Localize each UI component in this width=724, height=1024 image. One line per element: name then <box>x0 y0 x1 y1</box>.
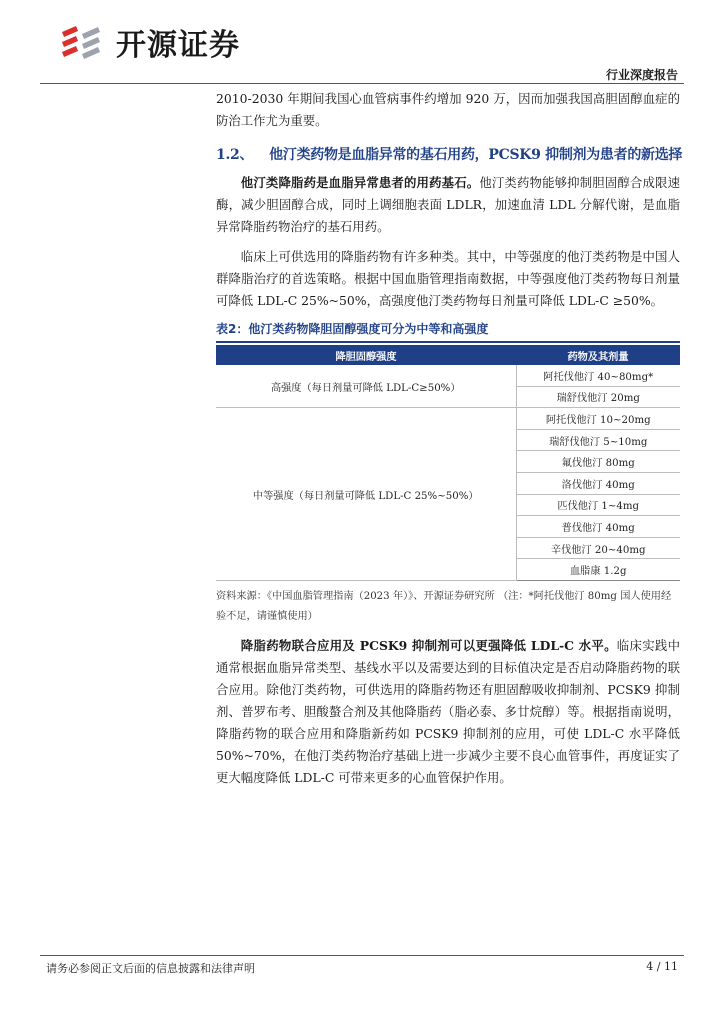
table-row <box>216 365 680 386</box>
logo-mark-icon <box>58 22 108 62</box>
table-header-intensity: 降胆固醇强度 <box>216 345 516 365</box>
intensity-cell-moderate: 中等强度（每日剂量可降低 LDL-C 25%~50%） <box>216 408 516 581</box>
paragraph-statin-foundation <box>216 172 680 238</box>
drug-cell: 阿托伐他汀 40~80mg* <box>516 365 680 386</box>
intensity-cell-high: 高强度（每日剂量可降低 LDL-C≥50%） <box>216 365 516 408</box>
drug-cell: 血脂康 1.2g <box>516 559 680 581</box>
table-source-note: 资料来源：《中国血脂管理指南（2023 年）》、开源证券研究所 （注：*阿托伐他汀 80mg 国人使用经验不足，请谨慎使用） <box>216 590 672 622</box>
logo-text: 开源证券 <box>116 28 240 63</box>
header-divider <box>40 83 684 84</box>
paragraph-lead-bold: 降脂药物联合应用及 PCSK9 抑制剂可以更强降低 LDL-C 水平。 <box>240 637 617 653</box>
table-header-drug: 药物及其剂量 <box>516 345 680 365</box>
paragraph-lead-bold: 他汀类降脂药是血脂异常患者的用药基石。 <box>240 175 480 190</box>
drug-cell: 洛伐他汀 40mg <box>516 472 680 494</box>
section-heading <box>216 144 683 164</box>
drug-cell: 匹伐他汀 1~4mg <box>516 494 680 516</box>
intro-paragraph: 2010-2030 年期间我国心血管病事件约增加 920 万，因而加强我国高胆固醇血症的防治工作尤为重要。 <box>216 91 680 128</box>
table-row <box>216 408 680 430</box>
paragraph-body: 他汀类药物能够抑制胆固醇合成限速酶，减少胆固醇合成，同时上调细胞表面 LDLR，加速血清 LDL 分解代谢，是血脂异常降脂药物治疗的基石用药。 <box>216 175 681 234</box>
paragraph-drug-options: 临床上可供选用的降脂药物有许多种类。其中，中等强度的他汀类药物是中国人群降脂治疗的首选策略。根据中国血脂管理指南数据，中等强度他汀类药物每日剂量可降低 LDL-C 25%~50%，高强度他汀类药物每日剂量可降低 LDL-C ≥50%。 <box>216 249 680 308</box>
drug-cell: 瑞舒伐他汀 5~10mg <box>516 429 680 451</box>
drug-cell: 氟伐他汀 80mg <box>516 451 680 473</box>
drug-cell: 瑞舒伐他汀 20mg <box>516 386 680 408</box>
section-number: 1.2、 <box>216 147 254 163</box>
company-logo <box>58 20 240 64</box>
report-type-label: 行业深度报告 <box>605 68 678 82</box>
drug-cell: 普伐他汀 40mg <box>516 516 680 538</box>
table-title: 表2：他汀类药物降胆固醇强度可分为中等和高强度 <box>216 320 680 343</box>
section-title: 他汀类药物是血脂异常的基石用药，PCSK9 抑制剂为患者的新选择 <box>269 147 683 163</box>
page-number: 4 / 11 <box>646 960 678 973</box>
statin-intensity-table <box>216 345 680 581</box>
drug-cell: 阿托伐他汀 10~20mg <box>516 408 680 430</box>
drug-cell: 辛伐他汀 20~40mg <box>516 537 680 559</box>
footer-divider <box>40 955 684 956</box>
report-content <box>216 88 683 789</box>
footer-disclaimer: 请务必参阅正文后面的信息披露和法律声明 <box>46 962 255 975</box>
paragraph-body: 临床实践中通常根据血脂异常类型、基线水平以及需要达到的目标值决定是否启动降脂药物的联合应用。除他汀类药物，可供选用的降脂药物还有胆固醇吸收抑制剂、PCSK9 抑制剂、普罗布考、胆酸螯合剂及其他降脂药（脂必泰、多廿烷醇）等。根据指南说明，降脂药物的联合应用和降脂新药如 PCSK9 抑制剂的应用，可使 LDL-C 水平降低 50%~70%，在他汀类药物治疗基础上进一步减少主要不良心血管事件，再度证实了更大幅度降低 LDL-C 可带来更多的心血管保护作用。 <box>216 637 681 785</box>
table-header-row <box>216 345 680 365</box>
paragraph-combination-therapy <box>216 635 680 789</box>
